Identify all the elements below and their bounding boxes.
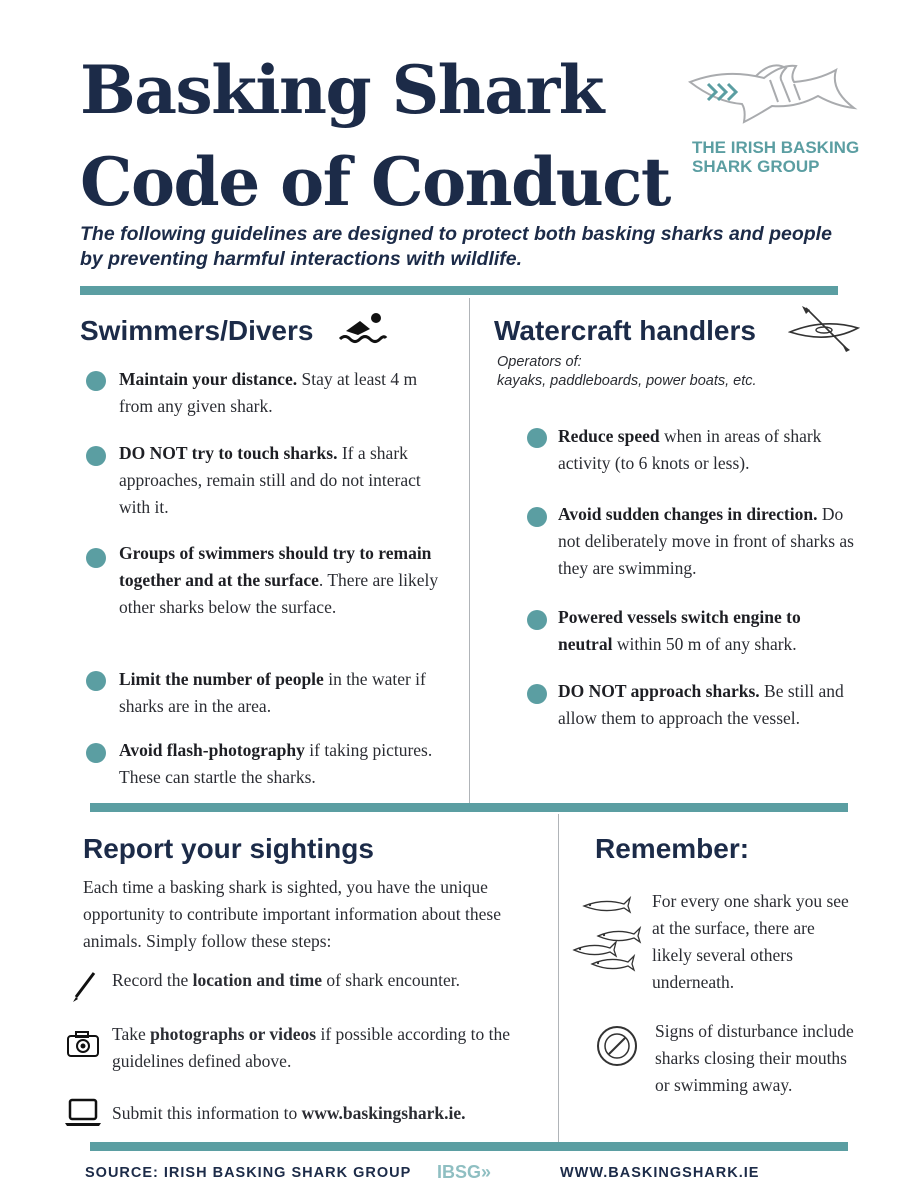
sharks-icon [570,890,646,976]
report-step-3: Submit this information to www.baskingshark.ie. [112,1103,466,1123]
report-step-2: Take photographs or videos if possible according to the guidelines defined above. [112,1024,511,1071]
bottom-column-divider [558,814,559,1142]
report-title: Report your sightings [83,833,374,864]
swimmer-guideline-4: Limit the number of people in the water if sharks are in the area. [119,669,426,716]
camera-icon [66,1030,100,1058]
footer-logo-chevrons-icon: » [481,1162,492,1182]
bullet-dot [527,684,547,704]
watercraft-subtitle-line-1: Operators of: [497,354,582,370]
bottom-divider-bar [90,1142,848,1151]
column-divider [469,298,470,803]
bullet-dot [86,548,106,568]
report-step-1: Record the location and time of shark encounter. [112,970,460,990]
footer-source: SOURCE: IRISH BASKING SHARK GROUP [85,1165,412,1181]
laptop-icon [64,1098,102,1128]
ibsg-logo [682,62,862,176]
footer-website[interactable]: WWW.BASKINGSHARK.IE [560,1165,760,1181]
shark-logo-icon [686,62,858,134]
swimmer-guideline-2: DO NOT try to touch sharks. If a shark approaches, remain still and do not interact with it. [119,443,421,517]
page-title [80,44,680,228]
bullet-dot [86,446,106,466]
title-line-2: Code of Conduct [80,143,670,221]
watercraft-guideline-1: Reduce speed when in areas of shark activity (to 6 knots or less). [558,426,822,473]
title-line-1: Basking Shark [80,51,604,129]
remember-title: Remember: [595,833,750,864]
swimmers-title: Swimmers/Divers [80,315,314,346]
bullet-dot [86,743,106,763]
bullet-dot [86,371,106,391]
top-divider-bar [80,286,838,295]
swimmer-icon [338,309,388,349]
kayak-icon [788,304,860,354]
swimmer-guideline-3: Groups of swimmers should try to remain together and at the surface. There are likely other sharks below the surface. [119,543,439,617]
watercraft-subtitle [497,353,757,391]
remember-point-2: Signs of disturbance include sharks closing their mouths or swimming away. [655,1021,854,1095]
swimmer-guideline-1: Maintain your distance. Stay at least 4 m from any given shark. [119,369,418,416]
watercraft-guideline-4: DO NOT approach sharks. Be still and allow them to approach the vessel. [558,681,844,728]
watercraft-title: Watercraft handlers [494,315,756,346]
report-intro: Each time a basking shark is sighted, you have the unique opportunity to contribute important information about these animals. Simply follow these steps: [83,877,501,951]
footer-logo-text: IBSG [437,1162,482,1182]
intro-text: The following guidelines are designed to protect both basking sharks and people by preventing harmful interactions with wildlife. [80,223,832,270]
swimmer-guideline-5: Avoid flash-photography if taking pictures. These can startle the sharks. [119,740,433,787]
remember-point-1: For every one shark you see at the surface, there are likely several others underneath. [652,891,849,992]
watercraft-guideline-2: Avoid sudden changes in direction. Do not deliberately move in front of sharks as they are swimming. [558,504,854,578]
no-disturb-icon [595,1024,639,1068]
middle-divider-bar [90,803,848,812]
watercraft-guideline-3: Powered vessels switch engine to neutral within 50 m of any shark. [558,607,801,654]
footer-logo [437,1162,491,1183]
bullet-dot [527,610,547,630]
pen-icon [70,970,98,1004]
logo-text-line-2: SHARK GROUP [692,157,820,176]
watercraft-subtitle-line-2: kayaks, paddleboards, power boats, etc. [497,373,757,389]
bullet-dot [86,671,106,691]
bullet-dot [527,428,547,448]
logo-text-line-1: THE IRISH BASKING [692,138,860,157]
bullet-dot [527,507,547,527]
